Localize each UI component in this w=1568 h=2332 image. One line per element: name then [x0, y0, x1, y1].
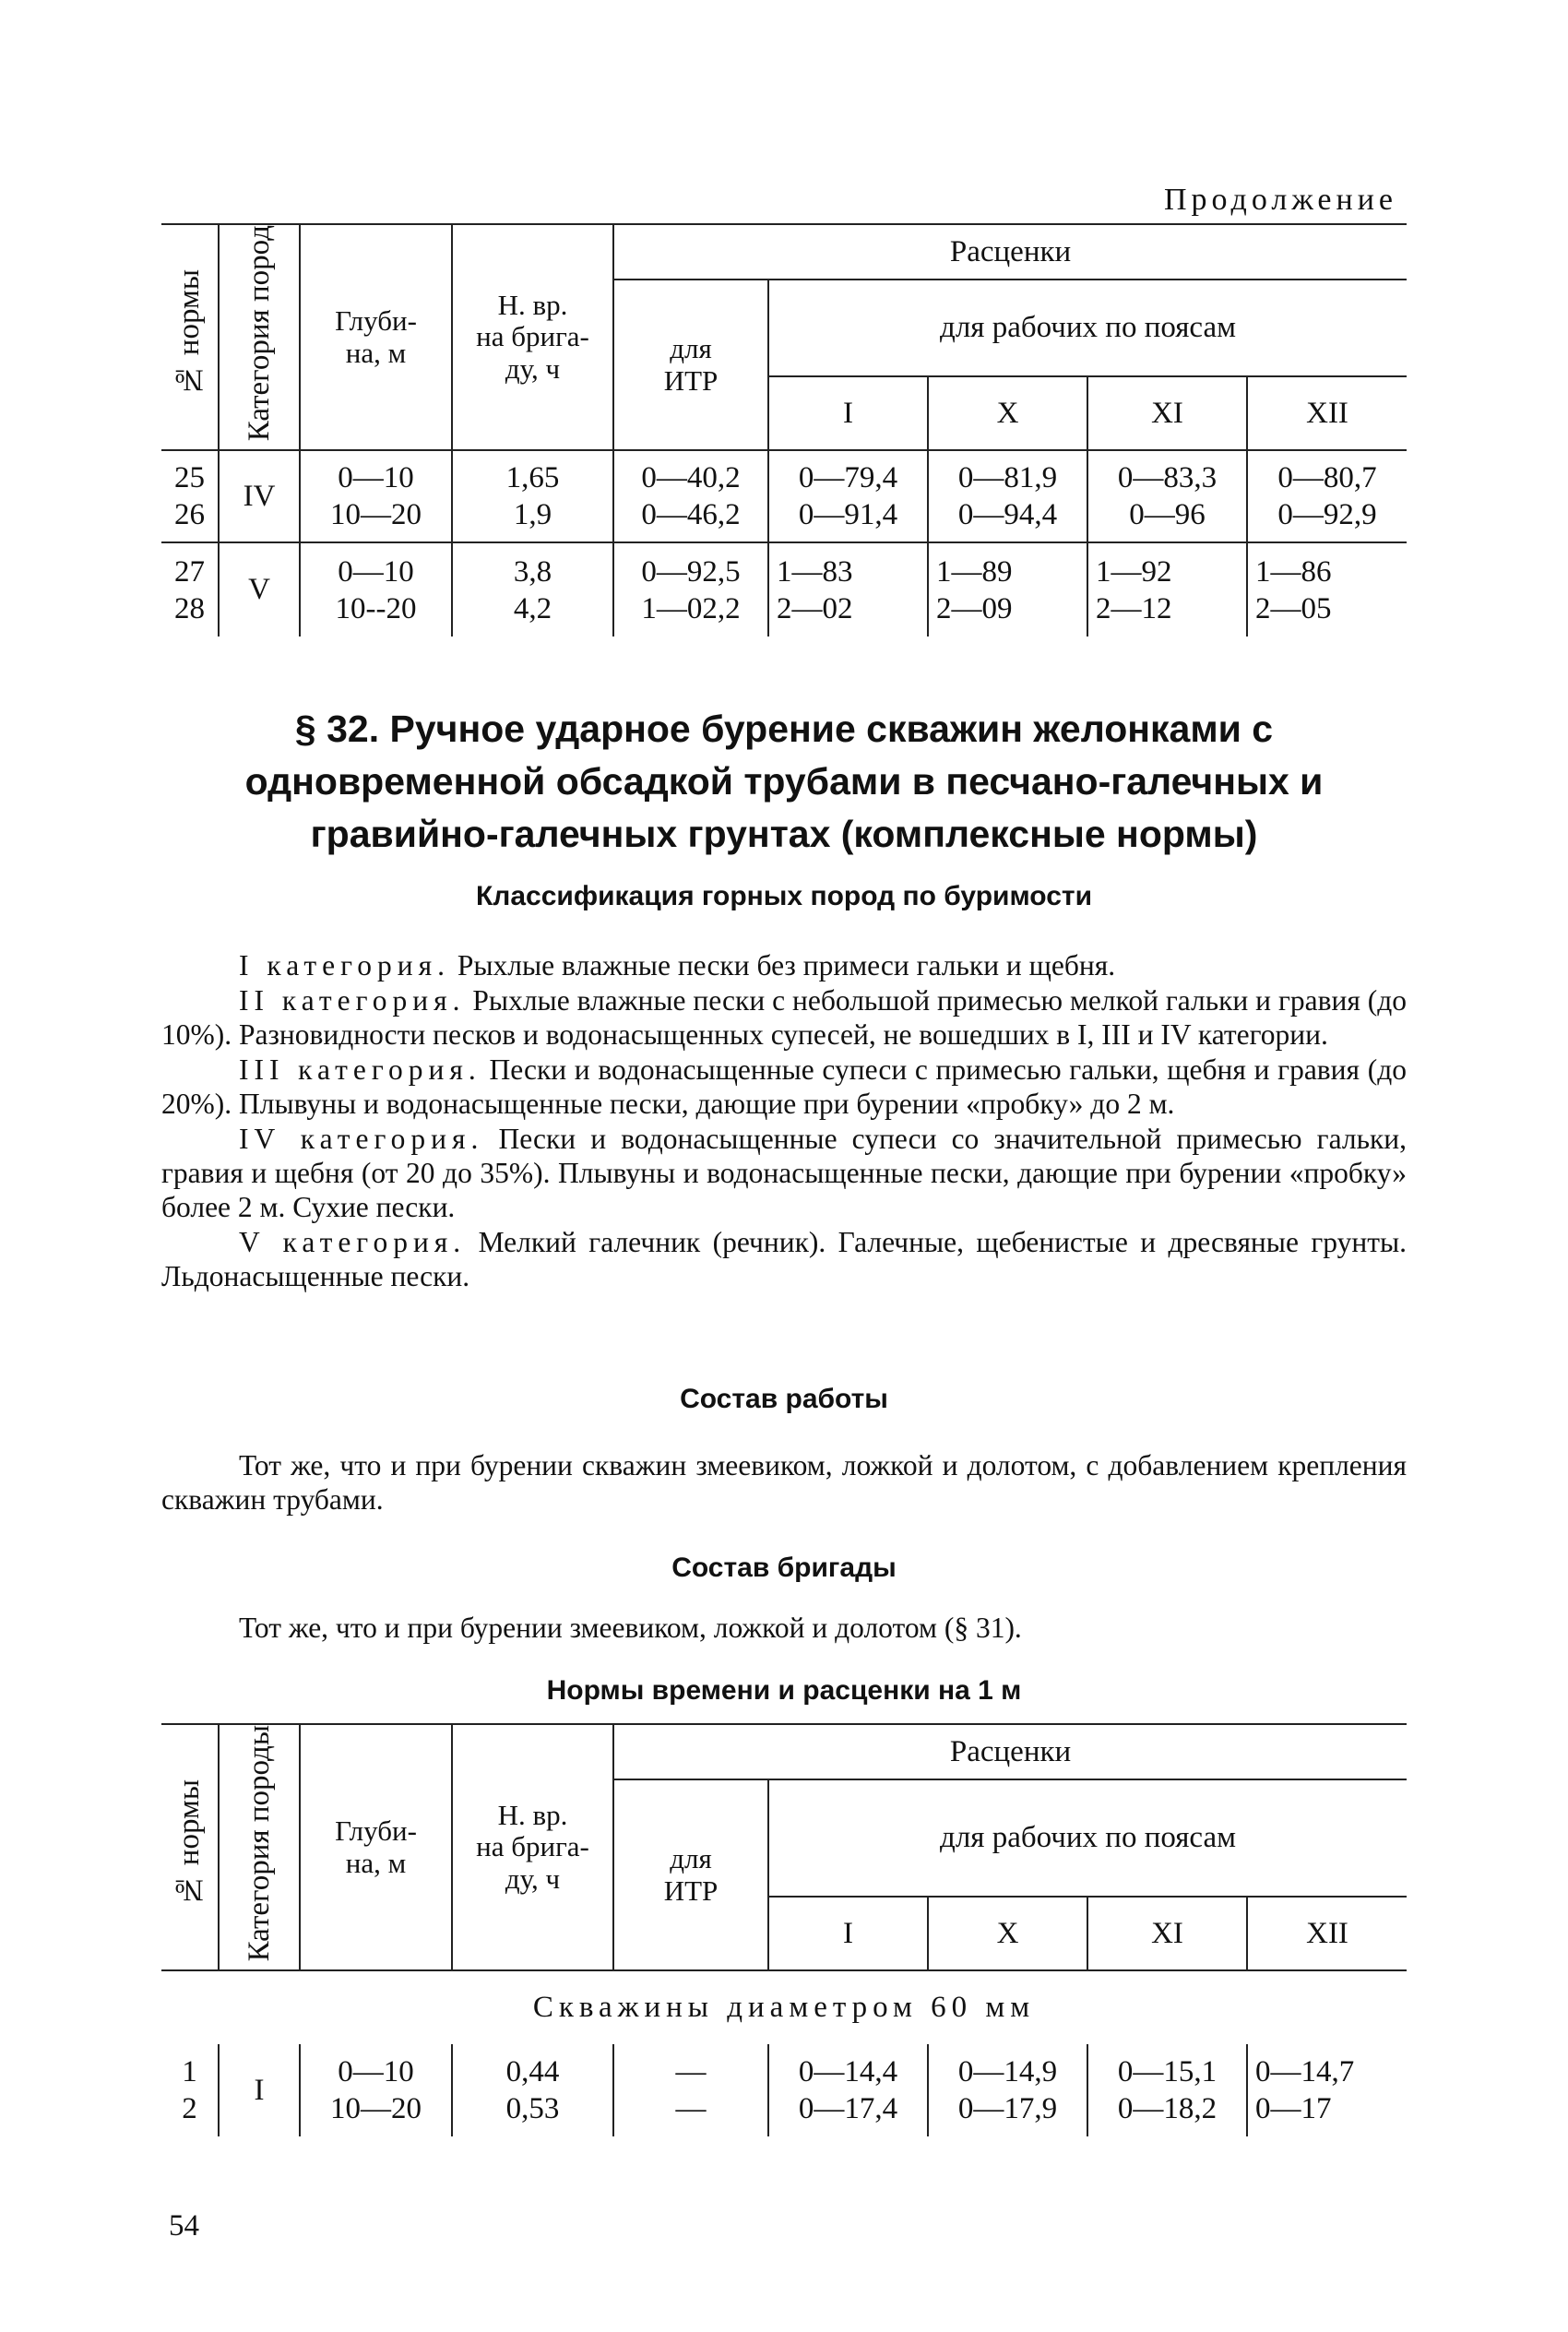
header-belt-1: I — [768, 376, 928, 450]
classification-heading: Классификация горных пород по буримости — [475, 881, 1093, 911]
header-belt-12: XII — [1247, 376, 1407, 450]
work-text: Тот же, что и при бурении скважин змеевиком, ложкой и долотом, с добавлением крепления скважин трубами. — [161, 1449, 1407, 1516]
category-paragraph: I категория. Рыхлые влажные пески без примеси гальки и щебня. — [239, 949, 1116, 982]
time-values: 0,44 0,53 — [452, 2044, 613, 2136]
belt-1-values: 0—14,4 0—17,4 — [768, 2044, 928, 2136]
norm-numbers: 25 26 — [161, 450, 219, 542]
time-values: 1,65 1,9 — [452, 450, 613, 542]
table-row-group — [161, 2044, 1407, 2136]
top-rates-table — [161, 223, 1407, 637]
section-title: § 32. Ручное ударное бурение скважин желонками с одновременной обсадкой трубами в песчано-галечных и гравийно-галечных грунтах (комплексные нормы) — [244, 708, 1324, 855]
header-belt-11: XI — [1087, 376, 1247, 450]
depth-values: 0—10 10--20 — [300, 542, 452, 637]
header-rates: Расценки — [613, 1724, 1407, 1779]
belt-10-values: 0—14,9 0—17,9 — [928, 2044, 1087, 2136]
header-time: Н. вр. на брига- ду, ч — [452, 224, 613, 450]
category-paragraph: IV категория. Пески и водонасыщенные супеси со значительной примесью гальки, гравия и щебня (от 20 до 35%). Плывуны и водонасыщенные пески, дающие при бурении «пробку» более 2 м. Сухие пески. — [161, 1123, 1407, 1223]
header-norm-no: № нормы — [161, 1724, 219, 1970]
crew-heading: Состав бригады — [671, 1553, 897, 1583]
itr-values: 0—92,5 1—02,2 — [613, 542, 768, 637]
header-itr: для ИТР — [613, 280, 768, 450]
category-paragraph: III категория. Пески и водонасыщенные супеси с примесью гальки, щебня и гравия (до 20%). Плывуны и водонасыщенные пески, дающие при бурении «пробку» до 2 м. — [161, 1053, 1407, 1120]
header-belt-10: X — [928, 1897, 1087, 1970]
category-paragraph: II категория. Рыхлые влажные пески с небольшой примесью мелкой гальки и гравия (до 10%). Разновидности песков и водонасыщенных супесей, не вошедших в I, III и IV категории. — [161, 984, 1407, 1051]
time-values: 3,8 4,2 — [452, 542, 613, 637]
belt-11-values: 0—83,3 0—96 — [1087, 450, 1247, 542]
belt-1-values: 1—83 2—02 — [768, 542, 928, 637]
header-for-workers: для рабочих по поясам — [768, 280, 1407, 376]
crew-text: Тот же, что и при бурении змеевиком, ложкой и долотом (§ 31). — [239, 1612, 1022, 1644]
belt-10-values: 1—89 2—09 — [928, 542, 1087, 637]
belt-12-values: 1—86 2—05 — [1255, 554, 1332, 625]
norms-heading: Нормы времени и расценки на 1 м — [546, 1675, 1022, 1706]
itr-values: — — — [613, 2044, 768, 2136]
category-descriptions — [161, 948, 1407, 1294]
header-norm-no: № нормы — [161, 224, 219, 450]
diameter-subheading: Скважины диаметром 60 мм — [532, 1991, 1036, 2025]
table-row-group — [161, 542, 1407, 637]
header-category: Категория пород — [219, 224, 300, 450]
belt-12-values: 0—80,7 0—92,9 — [1277, 461, 1377, 532]
belt-10-values: 0—81,9 0—94,4 — [928, 450, 1087, 542]
category-value: V — [219, 542, 300, 637]
table-row-group — [161, 450, 1407, 542]
header-time: Н. вр. на брига- ду, ч — [452, 1724, 613, 1970]
header-belt-12: XII — [1247, 1897, 1407, 1970]
header-belt-10: X — [928, 376, 1087, 450]
bottom-rates-table — [161, 1723, 1407, 2136]
norm-numbers: 1 2 — [161, 2044, 219, 2136]
page-number: 54 — [169, 2209, 199, 2243]
itr-values: 0—40,2 0—46,2 — [613, 450, 768, 542]
norm-numbers: 27 28 — [161, 542, 219, 637]
belt-11-values: 0—15,1 0—18,2 — [1087, 2044, 1247, 2136]
header-for-workers: для рабочих по поясам — [768, 1779, 1407, 1897]
belt-11-values: 1—92 2—12 — [1087, 542, 1247, 637]
header-belt-1: I — [768, 1897, 928, 1970]
category-value: IV — [219, 450, 300, 542]
header-rates: Расценки — [613, 224, 1407, 280]
category-paragraph: V категория. Мелкий галечник (речник). Галечные, щебенистые и дресвяные грунты. Льдонасыщенные пески. — [161, 1226, 1407, 1292]
header-depth: Глуби- на, м — [300, 1724, 452, 1970]
work-heading: Состав работы — [680, 1384, 888, 1414]
belt-1-values: 0—79,4 0—91,4 — [768, 450, 928, 542]
header-depth: Глуби- на, м — [300, 224, 452, 450]
depth-values: 0—10 10—20 — [300, 450, 452, 542]
header-itr: для ИТР — [613, 1779, 768, 1970]
continuation-label: Продолжение — [1163, 183, 1397, 217]
header-belt-11: XI — [1087, 1897, 1247, 1970]
depth-values: 0—10 10—20 — [300, 2044, 452, 2136]
header-category: Категория породы — [219, 1724, 300, 1970]
category-value: I — [219, 2044, 300, 2136]
belt-12-values: 0—14,7 0—17 — [1255, 2055, 1355, 2126]
